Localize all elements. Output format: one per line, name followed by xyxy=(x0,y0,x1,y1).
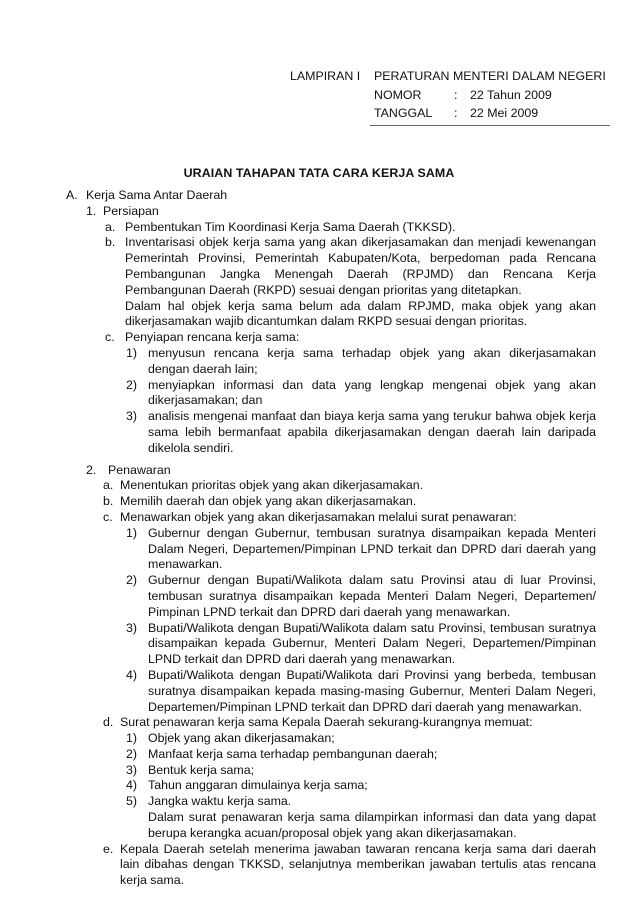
item-2b-marker: b. xyxy=(103,494,114,509)
item-2c-text: Menawarkan objek yang akan dikerjasamakan melalui surat penawaran: xyxy=(120,509,517,524)
item-2b-text: Memilih daerah dan objek yang akan dikerjasamakan. xyxy=(120,494,417,509)
header-row-peraturan xyxy=(290,69,610,88)
item-1c-2-text: menyiapkan informasi dan data yang lengkap mengenai objek yang akan dikerjasamakan; dan xyxy=(148,377,596,408)
item-2e-marker: e. xyxy=(103,841,114,856)
item-2c-4 xyxy=(126,667,596,715)
tanggal-value: 22 Mei 2009 xyxy=(470,106,539,120)
item-1b-text: Inventarisasi objek kerja sama yang akan dikerjasamakan dan menjadi kewenangan Pemerintah Provinsi, Pemerintah Kabupaten/Kota, berpedoman pada Rencana Pembangunan Jangka Menengah Daerah (RPJMD) dan Rencana Kerja Pembangunan Daerah (RKPD) sesuai dengan prioritas yang ditetapkan. xyxy=(125,235,596,297)
item-2a-text: Menentukan prioritas objek yang akan dikerjasamakan. xyxy=(120,478,424,493)
header-row-nomor xyxy=(290,88,610,107)
item-2c-1 xyxy=(126,525,596,573)
item-2d-note xyxy=(148,810,596,842)
item-2d-3-marker: 3) xyxy=(126,762,138,777)
item-1a-text: Pembentukan Tim Koordinasi Kerja Sama Daerah (TKKSD). xyxy=(125,219,456,234)
item-2d-text: Surat penawaran kerja sama Kepala Daerah sekurang-kurangnya memuat: xyxy=(120,715,533,730)
item-2c xyxy=(103,509,596,526)
item-1c-3 xyxy=(126,409,596,456)
item-1c-text: Penyiapan rencana kerja sama: xyxy=(125,330,300,345)
item-2e-text: Kepala Daerah setelah menerima jawaban tawaran rencana kerja sama dari daerah lain dibahas dengan TKKSD, selanjutnya memberikan jawaban tertulis atas rencana kerja sama. xyxy=(120,841,596,888)
item-1c-1-marker: 1) xyxy=(126,345,138,360)
item-1c-3-marker: 3) xyxy=(126,409,138,424)
section-2-text: Penawaran xyxy=(108,462,171,477)
tanggal-label: TANGGAL xyxy=(374,106,433,120)
item-2c-4-marker: 4) xyxy=(126,667,138,682)
nomor-value: 22 Tahun 2009 xyxy=(470,87,552,102)
peraturan-title: PERATURAN MENTERI DALAM NEGERI xyxy=(374,69,606,83)
item-2d-2-marker: 2) xyxy=(126,746,138,761)
item-2a-marker: a. xyxy=(103,478,114,493)
item-1c-2-marker: 2) xyxy=(126,377,138,392)
item-2d xyxy=(103,715,596,731)
item-2d-2 xyxy=(126,746,596,763)
item-1b xyxy=(105,235,596,298)
item-1c xyxy=(105,330,596,346)
section-1-marker: 1. xyxy=(86,203,97,218)
item-1b-note xyxy=(125,299,596,331)
item-2d-4 xyxy=(126,778,596,794)
item-2d-5 xyxy=(126,794,596,810)
item-2c-2 xyxy=(126,573,596,620)
item-2c-2-text: Gubernur dengan Bupati/Walikota dalam satu Provinsi atau di luar Provinsi, tembusan suratnya disampaikan kepada Menteri Dalam Negeri, Departemen/ Pimpinan LPND terkait dan DPRD dari daerah yang menawarkan. xyxy=(148,573,596,619)
item-2d-1-text: Objek yang akan dikerjasamakan; xyxy=(148,731,335,746)
item-1a xyxy=(105,219,596,236)
item-2d-4-marker: 4) xyxy=(126,778,138,793)
item-1c-3-text: analisis mengenai manfaat dan biaya kerja sama yang terukur bahwa objek kerja sama lebih bermanfaat apabila dikerjasamakan dengan daerah lain daripada dikelola sendiri. xyxy=(148,409,596,455)
item-2a xyxy=(103,478,596,494)
item-2c-marker: c. xyxy=(103,509,113,524)
lampiran-label: LAMPIRAN I xyxy=(290,69,361,83)
item-1b-note-text: Dalam hal objek kerja sama belum ada dalam RPJMD, maka objek yang akan dikerjasamakan wajib dicantumkan dalam RKPD sesuai dengan prioritas. xyxy=(125,298,596,329)
lampiran-header xyxy=(290,69,610,125)
item-2d-5-text: Jangka waktu kerja sama. xyxy=(148,794,292,809)
item-2c-4-text: Bupati/Walikota dengan Bupati/Walikota dari Provinsi yang berbeda, tembusan suratnya disampaikan kepada masing-masing Gubernur, Menteri Dalam Negeri, Departemen/Pimpinan LPND terkait dan DPRD dari daerah yang menawarkan. xyxy=(148,667,596,714)
item-2c-1-marker: 1) xyxy=(126,525,138,540)
document-title: URAIAN TAHAPAN TATA CARA KERJA SAMA xyxy=(183,166,455,180)
item-2c-3 xyxy=(126,620,596,668)
item-1c-1 xyxy=(126,345,596,378)
item-1a-marker: a. xyxy=(105,219,116,234)
item-1b-marker: b. xyxy=(105,235,116,250)
item-2d-1 xyxy=(126,731,596,747)
item-2c-2-marker: 2) xyxy=(126,573,138,588)
item-1c-2 xyxy=(126,377,596,410)
document-body xyxy=(66,188,596,889)
item-2c-3-text: Bupati/Walikota dengan Bupati/Walikota dalam satu Provinsi, tembusan suratnya disampaikan kepada Gubernur, Menteri Dalam Negeri, Departemen/Pimpinan LPND terkait dan DPRD dari daerah yang menawarkan. xyxy=(148,620,596,667)
nomor-label: NOMOR xyxy=(374,87,422,102)
item-2d-1-marker: 1) xyxy=(126,731,138,746)
item-1c-1-text: menyusun rencana kerja sama terhadap objek yang akan dikerjasamakan dengan daerah lain; xyxy=(148,345,596,376)
item-2d-note-text: Dalam surat penawaran kerja sama dilampirkan informasi dan data yang dapat berupa kerangka acuan/proposal objek yang akan dikerjasamakan. xyxy=(148,810,596,840)
item-2d-2-text: Manfaat kerja sama terhadap pembangunan daerah; xyxy=(148,746,438,761)
item-2e xyxy=(103,841,596,889)
section-a-text: Kerja Sama Antar Daerah xyxy=(86,188,228,202)
section-1-text: Persiapan xyxy=(103,203,159,218)
section-a-marker: A. xyxy=(66,188,78,202)
item-2d-5-marker: 5) xyxy=(126,794,138,809)
item-2d-3 xyxy=(126,762,596,779)
item-1c-marker: c. xyxy=(105,330,115,345)
item-2d-3-text: Bentuk kerja sama; xyxy=(148,762,255,777)
section-2-marker: 2. xyxy=(86,462,97,477)
item-2d-4-text: Tahun anggaran dimulainya kerja sama; xyxy=(148,778,368,793)
item-2c-1-text: Gubernur dengan Gubernur, tembusan suratnya disampaikan kepada Menteri Dalam Negeri, Departemen/Pimpinan LPND terkait dan DPRD dari daerah yang menawarkan. xyxy=(148,525,596,572)
tanggal-colon: : xyxy=(454,106,458,120)
section-1 xyxy=(86,203,596,220)
header-divider xyxy=(370,125,610,126)
section-a xyxy=(66,188,596,204)
header-row-tanggal xyxy=(290,106,610,125)
section-2 xyxy=(86,462,596,479)
item-2d-marker: d. xyxy=(103,715,114,730)
item-2c-3-marker: 3) xyxy=(126,620,138,635)
nomor-colon: : xyxy=(454,87,458,102)
item-2b xyxy=(103,494,596,510)
